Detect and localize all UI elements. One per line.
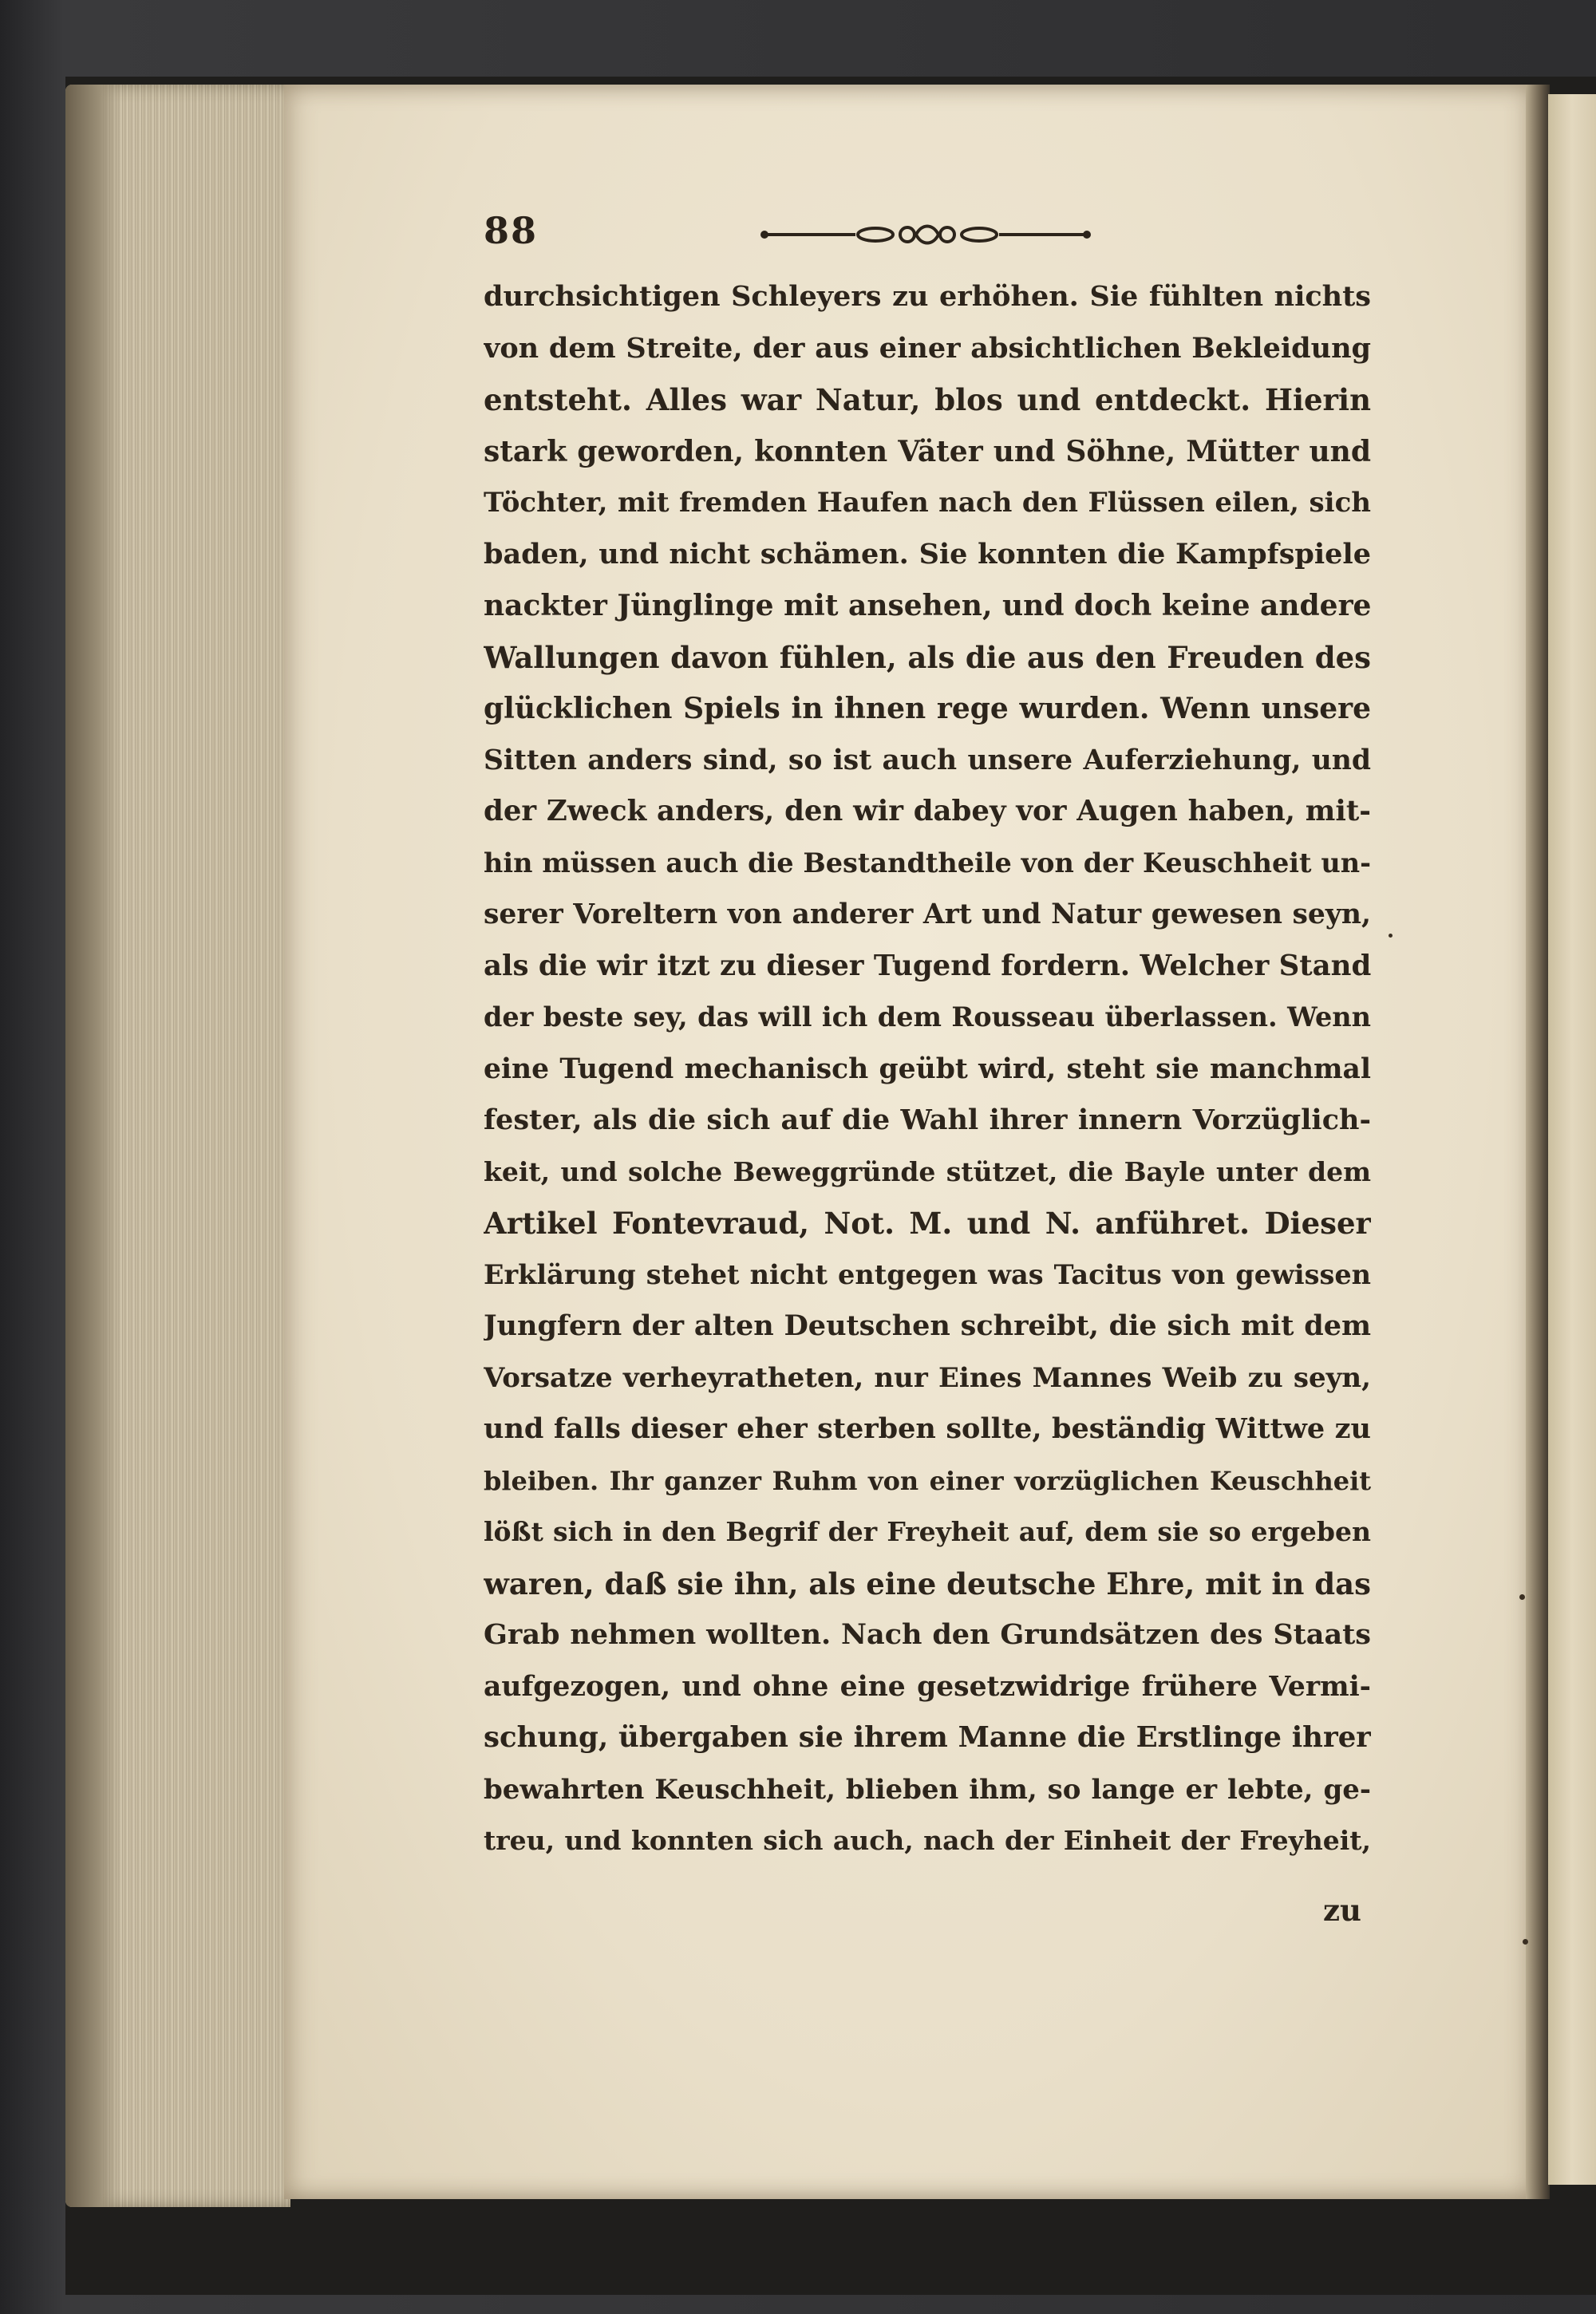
text-line: von dem Streite, der aus einer absichtlichen Bekleidung: [484, 331, 1371, 365]
text-line: Artikel Fontevraud, Not. M. und N. anführet. Dieser: [484, 1206, 1371, 1241]
text-line: aufgezogen, und ohne eine gesetzwidrige frühere Vermi-: [484, 1670, 1371, 1703]
ink-speck: [1519, 1594, 1525, 1600]
text-line: als die wir itzt zu dieser Tugend fordern. Welcher Stand: [484, 949, 1371, 982]
text-line: hin müssen auch die Bestandtheile von der Keuschheit un-: [484, 847, 1371, 879]
text-line: und falls dieser eher sterben sollte, beständig Wittwe zu: [484, 1412, 1371, 1445]
catchword: zu: [1323, 1893, 1361, 1928]
text-line: lößt sich in den Begrif der Freyheit auf, dem sie so ergeben: [484, 1516, 1371, 1547]
ornament-rule-icon: [760, 220, 1095, 249]
text-line: fester, als die sich auf die Wahl ihrer innern Vorzüglich-: [484, 1104, 1371, 1136]
text-line: Vorsatze verheyratheten, nur Eines Mannes Weib zu seyn,: [484, 1361, 1371, 1394]
text-line: Jungfern der alten Deutschen schreibt, die sich mit dem: [484, 1309, 1371, 1342]
ink-speck: [1523, 1939, 1528, 1945]
text-line: serer Voreltern von anderer Art und Natur gewesen seyn,: [484, 898, 1371, 930]
ink-speck: [1389, 934, 1393, 938]
text-line: bleiben. Ihr ganzer Ruhm von einer vorzüglichen Keuschheit: [484, 1465, 1371, 1496]
text-line: treu, und konnten sich auch, nach der Einheit der Freyheit,: [484, 1825, 1371, 1856]
text-line: Töchter, mit fremden Haufen nach den Flüssen eilen, sich: [484, 487, 1371, 519]
facing-page-edge: [1548, 94, 1596, 2185]
text-line: entsteht. Alles war Natur, blos und entdeckt. Hierin: [484, 382, 1371, 417]
page-header: [484, 209, 1090, 257]
text-line: baden, und nicht schämen. Sie konnten die Kampfspiele: [484, 537, 1371, 571]
page-number: 88: [484, 209, 539, 252]
text-line: der Zweck anders, den wir dabey vor Augen haben, mit-: [484, 795, 1371, 827]
text-line: Wallungen davon fühlen, als die aus den Freuden des: [484, 639, 1371, 675]
text-line: nackter Jünglinge mit ansehen, und doch keine andere: [484, 589, 1371, 622]
text-line: bewahrten Keuschheit, blieben ihm, so lange er lebte, ge-: [484, 1773, 1371, 1806]
page-edges-shadow: [65, 85, 121, 2207]
binding-gutter: [1526, 85, 1550, 2199]
text-line: Sitten anders sind, so ist auch unsere Auferziehung, und: [484, 744, 1371, 776]
text-line: keit, und solche Beweggründe stützet, die Bayle unter dem: [484, 1155, 1371, 1187]
body-text: [484, 271, 1371, 1867]
text-line: stark geworden, konnten Väter und Söhne, Mütter und: [484, 434, 1371, 468]
text-line: schung, übergaben sie ihrem Manne die Erstlinge ihrer: [484, 1721, 1371, 1754]
text-line: der beste sey, das will ich dem Rousseau überlassen. Wenn: [484, 1001, 1371, 1033]
text-line: eine Tugend mechanisch geübt wird, steht sie manchmal: [484, 1052, 1371, 1085]
text-line: durchsichtigen Schleyers zu erhöhen. Sie fühlten nichts: [484, 280, 1371, 313]
text-line: waren, daß sie ihn, als eine deutsche Ehre, mit in das: [484, 1566, 1371, 1601]
text-line: glücklichen Spiels in ihnen rege wurden. Wenn unsere: [484, 692, 1371, 725]
text-line: Grab nehmen wollten. Nach den Grundsätzen des Staats: [484, 1618, 1371, 1651]
text-line: Erklärung stehet nicht entgegen was Tacitus von gewissen: [484, 1258, 1371, 1290]
